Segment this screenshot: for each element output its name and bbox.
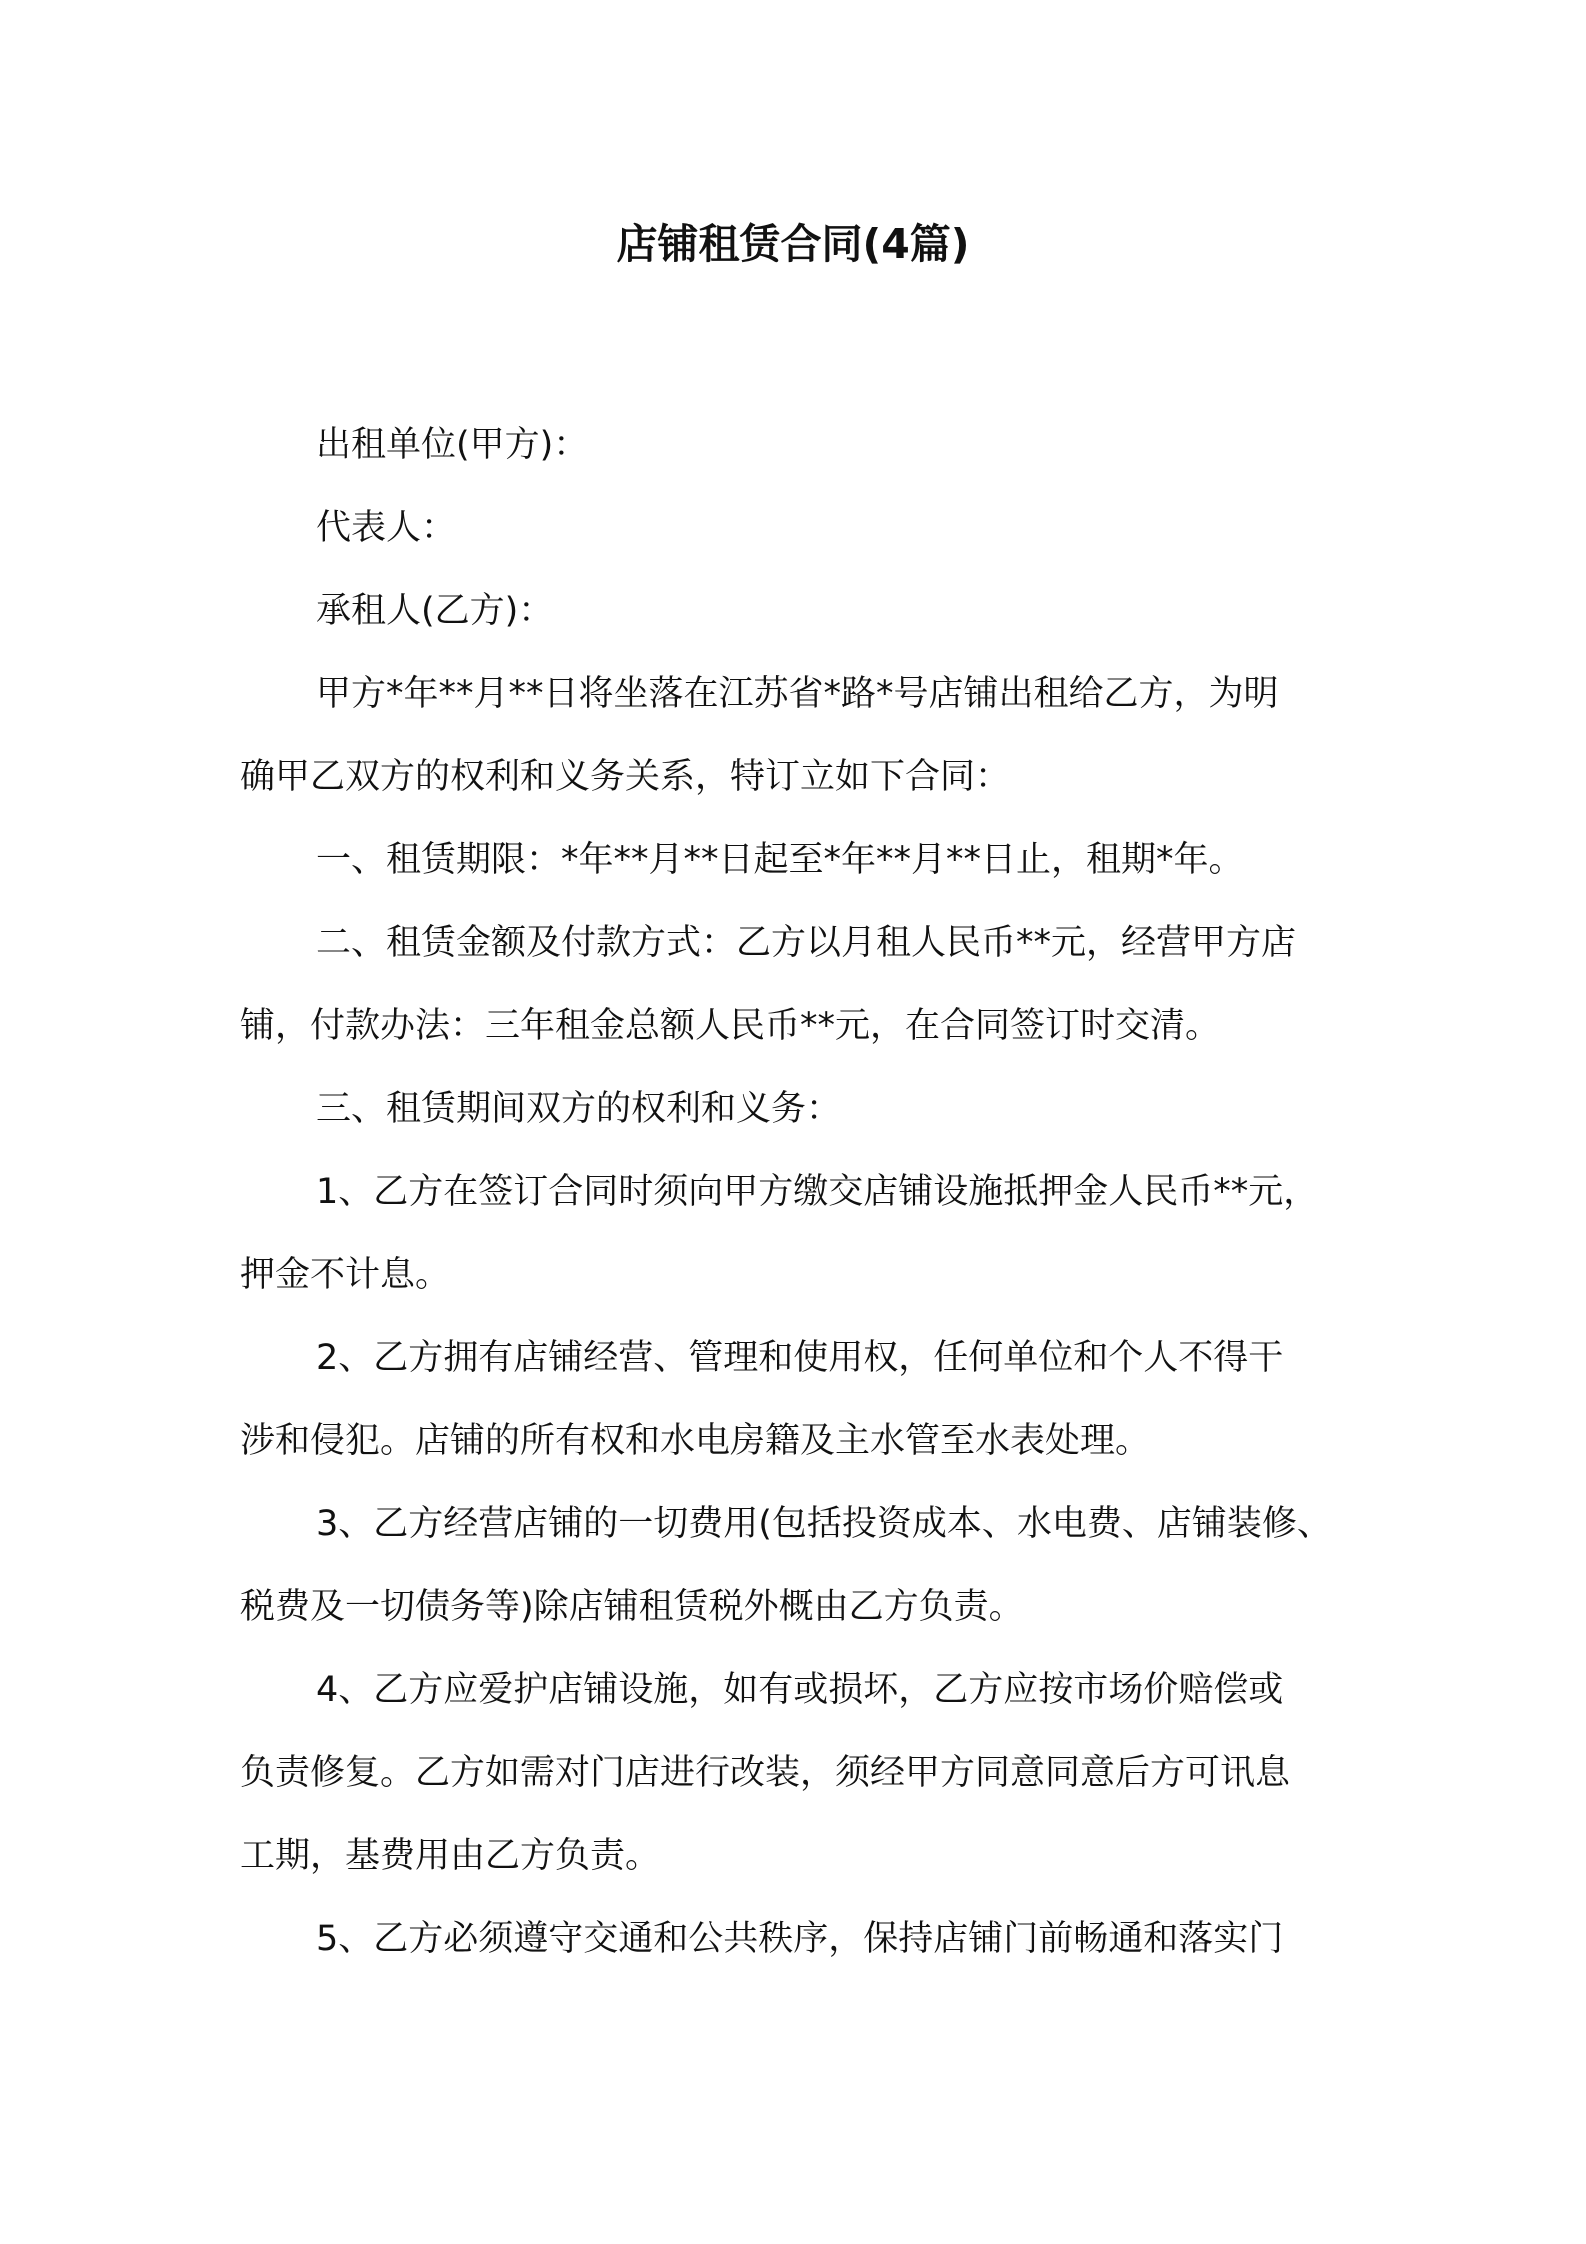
text-line: 税费及一切债务等)除店铺租赁税外概由乙方负责。 <box>240 1587 1024 1627</box>
text-line: 2、乙方拥有店铺经营、管理和使用权，任何单位和个人不得干 <box>316 1338 1284 1378</box>
text-line: 负责修复。乙方如需对门店进行改装，须经甲方同意同意后方可讯息 <box>240 1753 1291 1793</box>
text-line: 三、租赁期间双方的权利和义务： <box>316 1089 842 1129</box>
text-line: 押金不计息。 <box>240 1255 451 1295</box>
document-title: 店铺租赁合同(4篇) <box>616 220 970 268</box>
text-line: 铺，付款办法：三年租金总额人民币**元，在合同签订时交清。 <box>240 1006 1221 1046</box>
text-line: 1、乙方在签订合同时须向甲方缴交店铺设施抵押金人民币**元， <box>316 1172 1319 1212</box>
text-line: 出租单位(甲方)： <box>316 425 589 465</box>
text-line: 确甲乙双方的权利和义务关系，特订立如下合同： <box>240 757 1011 797</box>
text-line: 代表人： <box>316 508 457 548</box>
text-line: 4、乙方应爱护店铺设施，如有或损坏，乙方应按市场价赔偿或 <box>316 1670 1284 1710</box>
text-line: 工期，基费用由乙方负责。 <box>240 1836 661 1876</box>
text-line: 二、租赁金额及付款方式：乙方以月租人民币**元，经营甲方店 <box>316 923 1297 963</box>
text-line: 承租人(乙方)： <box>316 591 554 631</box>
document-body <box>240 404 1360 1981</box>
text-line: 3、乙方经营店铺的一切费用(包括投资成本、水电费、店铺装修、 <box>316 1504 1332 1544</box>
text-line: 甲方*年**月**日将坐落在江苏省*路*号店铺出租给乙方，为明 <box>316 674 1279 714</box>
text-line: 涉和侵犯。店铺的所有权和水电房籍及主水管至水表处理。 <box>240 1421 1151 1461</box>
text-line: 5、乙方必须遵守交通和公共秩序，保持店铺门前畅通和落实门 <box>316 1919 1284 1959</box>
text-line: 一、租赁期限：*年**月**日起至*年**月**日止，租期*年。 <box>316 840 1244 880</box>
